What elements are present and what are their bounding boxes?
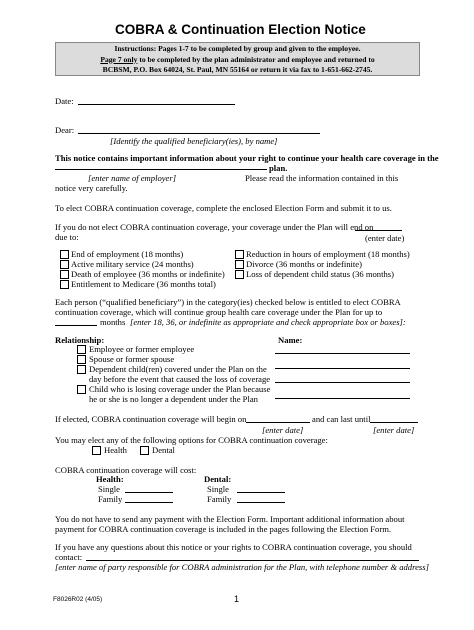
health-single-label: Single <box>98 484 120 494</box>
date-label: Date: <box>55 96 74 106</box>
each-person-line-1: Each person (“qualified beneficiary”) in the category(ies) checked below is entitled to elect COBRA <box>55 297 401 307</box>
relationship-child-losing-coverage-cont: he or she is no longer a dependent under the Plan <box>89 394 258 404</box>
enter-date-hint: (enter date) <box>365 233 405 243</box>
checkbox-child-losing-coverage[interactable] <box>77 385 86 394</box>
questions-hint: [enter name of party responsible for COBRA administration for the Plan, with telephone number & address] <box>55 562 429 572</box>
begin-date-hint: [enter date] <box>262 425 304 435</box>
page-number: 1 <box>234 594 240 604</box>
last-until-text: and can last until <box>312 414 371 424</box>
questions-line-1: If you have any questions about this notice or your rights to COBRA continuation coverage, you should <box>55 542 412 552</box>
reason-loss-of-dependent-status: Loss of dependent child status (36 months) <box>246 269 394 279</box>
beneficiary-name-field[interactable] <box>78 133 320 134</box>
name-field-dependent-child[interactable] <box>275 382 410 383</box>
elect-text: To elect COBRA continuation coverage, complete the enclosed Election Form and submit it to us. <box>55 203 392 213</box>
option-health: Health <box>104 445 127 455</box>
due-to-label: due to: <box>55 232 79 242</box>
dear-hint: [Identify the qualified beneficiary(ies), by name] <box>110 136 278 146</box>
name-field-child-losing-coverage[interactable] <box>275 398 410 399</box>
cost-text: COBRA continuation coverage will cost: <box>55 465 197 475</box>
not-elect-text: If you do not elect COBRA continuation coverage, your coverage under the Plan will end on <box>55 222 374 232</box>
checkbox-military-service[interactable] <box>60 260 69 269</box>
page-7-only: Page 7 only <box>100 54 138 64</box>
notice-plan: plan. <box>269 163 288 173</box>
dear-label: Dear: <box>55 125 75 135</box>
instructions-box <box>55 42 420 76</box>
relationship-dependent-child-cont: day before the event that caused the loss of coverage <box>89 374 271 384</box>
checkbox-loss-of-dependent-status[interactable] <box>235 270 244 279</box>
dental-family-label: Family <box>207 494 232 504</box>
relationship-label: Relationship: <box>55 335 105 345</box>
instructions-line-2 <box>56 55 419 66</box>
reason-reduction-in-hours: Reduction in hours of employment (18 months) <box>246 249 410 259</box>
health-family-label: Family <box>98 494 123 504</box>
end-date-field[interactable] <box>355 230 402 231</box>
months-field[interactable] <box>55 325 97 326</box>
coverage-begin-date-field[interactable] <box>246 422 310 423</box>
reason-death-of-employee: Death of employee (36 months or indefinite) <box>71 269 225 279</box>
checkbox-death-of-employee[interactable] <box>60 270 69 279</box>
checkbox-dental[interactable] <box>140 446 149 455</box>
reason-divorce: Divorce (36 months or indefinite) <box>246 259 362 269</box>
checkbox-health[interactable] <box>92 446 101 455</box>
dental-family-cost-field[interactable] <box>237 502 285 503</box>
form-code: F8026R02 (4/05) <box>53 596 103 603</box>
health-family-cost-field[interactable] <box>125 502 173 503</box>
checkbox-medicare[interactable] <box>60 280 69 289</box>
checkbox-spouse[interactable] <box>77 355 86 364</box>
dental-single-label: Single <box>207 484 229 494</box>
dental-cost-label: Dental: <box>204 474 232 484</box>
employer-name-field[interactable] <box>55 169 267 170</box>
end-date-hint: [enter date] <box>373 425 415 435</box>
notice-read-text: Please read the information contained in this <box>245 173 399 183</box>
options-text: You may elect any of the following options for COBRA continuation coverage: <box>55 435 328 445</box>
name-label: Name: <box>278 335 303 345</box>
health-cost-label: Health: <box>96 474 124 484</box>
instructions-line-3: BCBSM, P.O. Box 64024, St. Paul, MN 55164 or return it via fax to 1-651-662-2745. <box>102 65 373 74</box>
checkbox-divorce[interactable] <box>235 260 244 269</box>
health-single-cost-field[interactable] <box>125 492 173 493</box>
name-field-employee[interactable] <box>275 353 410 354</box>
checkbox-dependent-child[interactable] <box>77 365 86 374</box>
page-title: COBRA & Continuation Election Notice <box>115 22 366 37</box>
instructions-line-2-rest: to be completed by the plan administrator and employee and returned to <box>137 54 375 64</box>
relationship-spouse: Spouse or former spouse <box>89 354 175 364</box>
instructions-line-1: Instructions: Pages 1-7 to be completed by group and given to the employee. <box>114 44 361 53</box>
reason-end-of-employment: End of employment (18 months) <box>71 249 184 259</box>
checkbox-employee[interactable] <box>77 345 86 354</box>
relationship-employee: Employee or former employee <box>89 344 195 354</box>
reason-medicare: Entitlement to Medicare (36 months total) <box>71 279 216 289</box>
relationship-child-losing-coverage: Child who is losing coverage under the Plan because <box>89 384 271 394</box>
date-field[interactable] <box>78 104 235 105</box>
questions-contact-label: contact: <box>55 552 83 562</box>
name-field-spouse[interactable] <box>275 368 410 369</box>
notice-carefully: notice very carefully. <box>55 183 128 193</box>
notice-bold-line: This notice contains important information about your right to continue your health care coverage in the <box>55 153 439 163</box>
employer-hint: [enter name of employer] <box>88 173 177 183</box>
coverage-end-date-field[interactable] <box>370 422 418 423</box>
checkbox-reduction-in-hours[interactable] <box>235 250 244 259</box>
option-dental: Dental <box>152 445 175 455</box>
payment-line-1: You do not have to send any payment with the Election Form. Important additional information about <box>55 514 405 524</box>
payment-line-2: payment for COBRA continuation coverage is included in the pages following the Election Form. <box>55 524 392 534</box>
reason-military-service: Active military service (24 months) <box>71 259 194 269</box>
coverage-begin-text: If elected, COBRA continuation coverage will begin on <box>55 414 247 424</box>
checkbox-end-of-employment[interactable] <box>60 250 69 259</box>
dental-single-cost-field[interactable] <box>237 492 285 493</box>
months-label: months <box>100 317 126 327</box>
each-person-line-2: continuation coverage, which will continue group health care coverage under the Plan for up to <box>55 307 383 317</box>
relationship-dependent-child: Dependent child(ren) covered under the Plan on the <box>89 364 267 374</box>
months-hint: [enter 18, 36, or indefinite as appropriate and check appropriate box or boxes]: <box>130 317 406 327</box>
cobra-administrator-field[interactable] <box>86 560 419 561</box>
